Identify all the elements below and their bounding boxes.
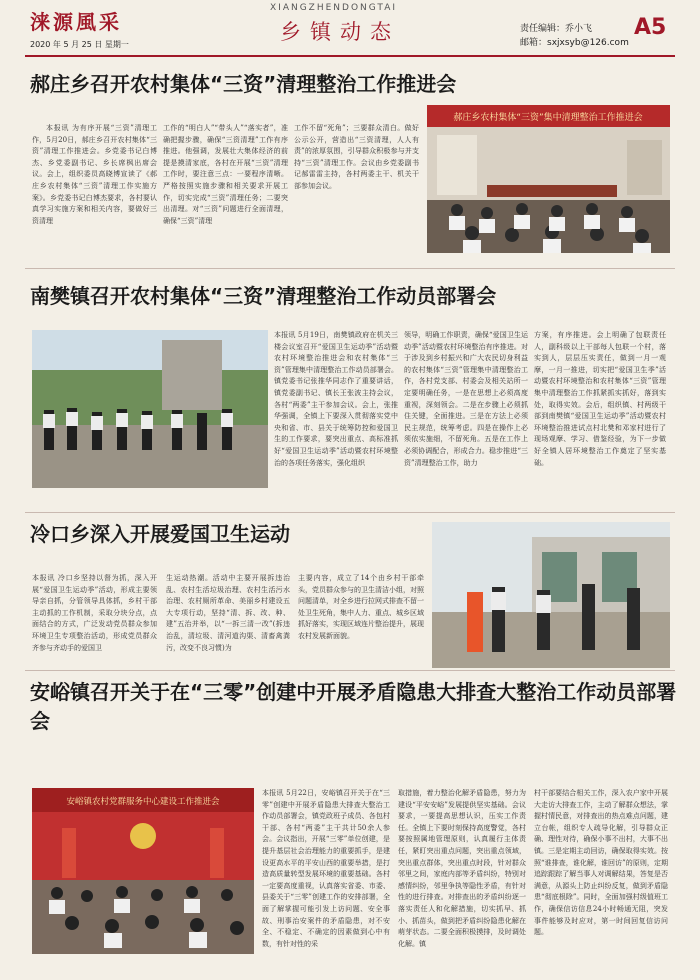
article-1-col-2: 工作的“明白人”“带头人”“落实者”，准确把握步骤，确保“三资清理”工作有序推进。他强调，发展壮大集体经济的前提是摸清家底，各村在开展“三资”清理工作时，要注意三点：一要程序清晰。严格按照实施步骤和相关要求开展工作，切实完成“三资”清理任务；二要突出清理。对“三资”问题进行全面清理，确保“三资”清理: [163, 124, 288, 225]
article-4-photo: [32, 788, 254, 954]
photo-banner-text: 郝庄乡农村集体“三资”集中清理整治工作推进会: [453, 113, 643, 123]
page-number: A5: [634, 15, 667, 40]
article-2-col-2: 领导，明确工作职责，确保“爱国卫生运动季”活动暨农村环境整治有序推进。对于涉及到乡村振兴和广大农民切身利益的农村集体“三资”管理集中清理整治工作，各村党支部、村委会及相关站所一定要明确任务，一是在思想上必须高度重视，深刻领会。二是在步骤上必须抓住关键，全面推进。三是在方法上必须民主规范，统筹考虑。四是在操作上必须依实施细，不留死角。五是在工作上必须协调配合，形成合力。稳步推进“三资”清理整治工作，助力: [404, 331, 528, 467]
article-3-photo: [432, 522, 670, 668]
article-1-photo: [427, 105, 670, 253]
article-1-title: 郝庄乡召开农村集体“三资”清理整治工作推进会: [30, 72, 457, 96]
article-1-col-3: 工作不留“死角”；三要群众清白。做好公示公开，营造出“三资清理，人人有责”的浓厚氛围，引导群众积极参与并支持“三资”清理工作。会议由乡党委副书记郝雷雷主持，各村两委主干、机关干部参加会议。: [294, 124, 419, 190]
meeting-photo: [427, 105, 670, 253]
photo-banner-text: 安峪镇农村党群服务中心建设工作推进会: [66, 797, 220, 807]
article-4-col-1: 本报讯 5月22日，安峪镇召开关于在“三零”创建中开展矛盾隐患大排查大整治工作动员部署会，镇党政班子成员、各包村干部、各村“两委”主干共计50余人参会。会议指出，开展“三零”单位创建，是提升基层社会治理能力的重要抓手，是建设更高水平的平安山西的重要举措，是打造高质量转型发展环境的重要基础。各村一定要高度重视，认真落实省委、市委、县委关于“三零”创建工作的安排部署，全面了解掌握可能引发上访问题、安全事故、刑事治安案件的矛盾隐患，对不安全、不稳定、不确定的因素做到心中有数，有针对性的采: [262, 789, 390, 948]
article-3-title: 冷口乡深入开展爱国卫生运动: [30, 522, 290, 546]
conference-photo: [32, 788, 254, 954]
article-2-col-1: 本报讯 5月19日，南樊镇政府在机关三楼会议室召开“爱国卫生运动季”活动暨农村环境整治推进会和农村集体“三资”管理集中清理整治工作动员部署会。镇党委书记张推华同志作了重要讲话，镇党委副书记、镇长王张波主持会议，各村“两委”主干参加会议。会上，张推华强调，全镇上下要深入贯彻落实党中央和省、市、县关于统筹防控和爱国卫生的工作要求，要突出重点、高标准抓好“爱国卫生运动季”活动暨农村环境整治的各项任务落实，强化组织: [274, 331, 398, 467]
section-title: 乡镇动态: [280, 20, 400, 44]
hygiene-inspection-photo: [432, 522, 670, 668]
article-4-col-3: 村干部要结合相关工作，深入农户家中开展大走访大排查工作，主动了解群众想法，掌握村情民意，对排查出的热点难点问题，建立台帐，组织专人疏导化解，引导群众正确、理性对待，确保小事不出村，大事不出镇。三是定期主动回访，确保取得实效。按照“谁排查，谁化解，谁回访”的原则，定期追踪跟踪了解当事人对调解结果，答复是否满意，从源头上防止纠纷反复，做到矛盾隐患“彻底根除”。同时，全面加强村级值班工作，确保信访信息24小时畅通无阻，突发事件能够及时应对，第一时间回复信访问题。: [534, 789, 668, 937]
article-4-title: 安峪镇召开关于在“三零”创建中开展矛盾隐患大排查大整治工作动员部署会: [30, 680, 677, 733]
page-header: [0, 0, 700, 56]
article-1-col-1: 本报讯 为有序开展“三资”清理工作，5月20日，郝庄乡召开农村集体“三资”清理工作推进会。乡党委书记白博杰、乡党委副书记、乡长席枫出席会议。会上，组织委员高晓博宣读了《郝庄乡农村集体“三资”清理工作实施方案》。乡党委书记白博杰要求，各村要认真学习实施方案和相关内容，要做好三资清理: [32, 124, 157, 225]
article-2-title: 南樊镇召开农村集体“三资”清理整治工作动员部署会: [30, 284, 497, 308]
field-visit-photo: [32, 330, 268, 488]
header-rule: [25, 55, 675, 57]
editor-email: 邮箱：sxjxsyb@126.com: [520, 38, 629, 48]
article-4-col-2: 取措施，着力整治化解矛盾隐患，努力为建设“平安安峪”发展提供坚实基础。会议要求，一要提高思想认识，压实工作责任。全镇上下要时刻保持高度警觉，各村要按照属地管理原则，认真履行主体责任，紧盯突出重点问题，突出重点领域，突出重点群体，突出重点时段，针对群众邻里之间，家庭内部等矛盾纠纷，特别对感情纠纷，邻里争执等隐性矛盾，有针对性的进行排查。对排查出的矛盾纠纷逐一落实责任人和化解措施，切实抓早、抓小、抓苗头，做到把矛盾纠纷隐患化解在萌芽状态。二要全面积极摸排，及时调处化解。镇: [398, 789, 526, 948]
editor-name: 责任编辑：乔小飞: [520, 24, 593, 34]
article-2-col-3: 方案，有序推进。会上明确了包联责任人，副科级以上干部每人包联一个村，落实到人，层层压实责任，做到一月一观摩，一月一推进，切实把“爱国卫生季”活动暨农村环境整治和农村集体“三资”管理集中清理整治工作抓紧抓实抓好，落到实处，取得实效。会后，组织镇、村两级干部到南樊镇“爱国卫生运动季”活动暨农村环境整治推进试点村北樊和邓家村进行了现场观摩、学习、借鉴经验，为下一步做好全镇人居环境整治工作奠定了坚实基础。: [534, 331, 666, 467]
article-3-col-1: 本报讯 冷口乡坚持以督为抓，深入开展“爱国卫生运动季”活动，形成主要领导亲自抓，分管领导具体抓，乡村干部主动抓的工作机制，采取分块分点，点面结合的方式，广泛发动党员群众参加环境卫生专项整治活动，形成党员群众齐参与齐动手的爱国卫: [32, 574, 157, 652]
separator-3: [25, 670, 675, 671]
newspaper-logo: 涞源風采: [30, 10, 122, 34]
editor-info: [520, 22, 629, 50]
separator-1: [25, 268, 675, 269]
article-2-photo: [32, 330, 268, 488]
section-pinyin: XIANGZHENDONGTAI: [270, 3, 398, 13]
separator-2: [25, 512, 675, 513]
article-3-col-2: 生运动热潮。活动中主要开展拆违治乱、农村生活垃圾治理、农村生活污水治理、农村厕所革命、美丽乡村建设五大专项行动，坚持“清、拆、改、种、建”五治并举，以“一拆三清一改”(拆违治乱，清垃圾、清河道沟渠、清畜禽粪污，改变不良习惯)为: [166, 574, 290, 652]
article-3-col-3: 主要内容，成立了14个由乡村干部牵头，党员群众参与的卫生清洁小组，对照问题清单，对全乡进行拉网式排查不留一处卫生死角，集中人力、重点、城乡区域抓好落实，实现区域连片整治提升，展现农村发展新面貌。: [298, 574, 424, 640]
issue-date: 2020 年 5 月 25 日 星期一: [30, 40, 129, 49]
